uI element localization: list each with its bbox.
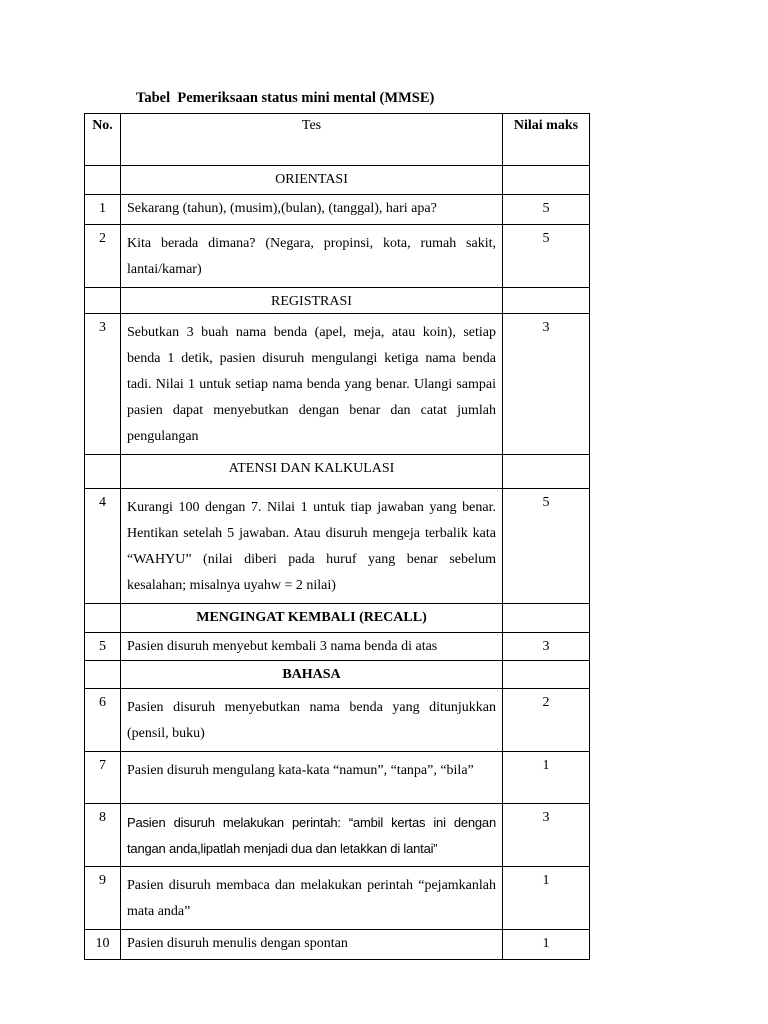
table-row: [85, 689, 590, 752]
section-orientasi: ORIENTASI: [121, 166, 503, 195]
item-text: Pasien disuruh melakukan perintah: “ambil kertas ini dengan tangan anda,lipatlah menjadi dua dan letakkan di lantai”: [121, 804, 503, 867]
item-text: Kita berada dimana? (Negara, propinsi, kota, rumah sakit, lantai/kamar): [121, 225, 503, 288]
item-no: 10: [85, 930, 121, 960]
mmse-table: [84, 113, 590, 960]
item-no: 7: [85, 752, 121, 804]
section-row: [85, 661, 590, 689]
item-no: 1: [85, 195, 121, 225]
header-nilai-maks: Nilai maks: [503, 114, 590, 166]
item-max: 5: [503, 225, 590, 288]
header-no: No.: [85, 114, 121, 166]
table-row: [85, 225, 590, 288]
item-max: 1: [503, 752, 590, 804]
section-bahasa: BAHASA: [121, 661, 503, 689]
table-row: [85, 633, 590, 661]
item-max: 5: [503, 195, 590, 225]
item-text: Kurangi 100 dengan 7. Nilai 1 untuk tiap jawaban yang benar. Hentikan setelah 5 jawaban. Atau disuruh mengeja terbalik kata “WAHYU” (nilai diberi pada huruf yang benar sebelum kesalahan; misalnya uyahw = 2 nilai): [121, 489, 503, 604]
header-row: [85, 114, 590, 166]
table-row: [85, 195, 590, 225]
item-text: Pasien disuruh membaca dan melakukan perintah “pejamkanlah mata anda”: [121, 867, 503, 930]
section-row: [85, 288, 590, 314]
item-no: 5: [85, 633, 121, 661]
item-max: 3: [503, 633, 590, 661]
item-max: 1: [503, 867, 590, 930]
header-tes: Tes: [121, 114, 503, 166]
section-registrasi: REGISTRASI: [121, 288, 503, 314]
item-text: Sekarang (tahun), (musim),(bulan), (tanggal), hari apa?: [121, 195, 503, 225]
table-row: [85, 489, 590, 604]
item-text: Pasien disuruh menulis dengan spontan: [121, 930, 503, 960]
section-row: [85, 455, 590, 489]
item-max: 2: [503, 689, 590, 752]
item-text: Pasien disuruh menyebutkan nama benda yang ditunjukkan (pensil, buku): [121, 689, 503, 752]
section-row: [85, 604, 590, 633]
item-no: 4: [85, 489, 121, 604]
item-text: Pasien disuruh mengulang kata-kata “namun”, “tanpa”, “bila”: [121, 752, 503, 804]
item-no: 2: [85, 225, 121, 288]
item-no: 3: [85, 314, 121, 455]
item-no: 9: [85, 867, 121, 930]
item-text: Pasien disuruh menyebut kembali 3 nama benda di atas: [121, 633, 503, 661]
table-row: [85, 314, 590, 455]
section-recall: MENGINGAT KEMBALI (RECALL): [121, 604, 503, 633]
item-text: Sebutkan 3 buah nama benda (apel, meja, atau koin), setiap benda 1 detik, pasien disuruh mengulangi ketiga nama benda tadi. Nilai 1 untuk setiap nama benda yang benar. Ulangi sampai pasien dapat menyebutkan dengan benar dan catat jumlah pengulangan: [121, 314, 503, 455]
document-title: Tabel Pemeriksaan status mini mental (MMSE): [136, 90, 435, 106]
table-row: [85, 867, 590, 930]
table-row: [85, 930, 590, 960]
item-max: 5: [503, 489, 590, 604]
table-row: [85, 752, 590, 804]
item-no: 8: [85, 804, 121, 867]
section-atensi: ATENSI DAN KALKULASI: [121, 455, 503, 489]
item-max: 1: [503, 930, 590, 960]
item-max: 3: [503, 314, 590, 455]
section-row: [85, 166, 590, 195]
item-max: 3: [503, 804, 590, 867]
table-row: [85, 804, 590, 867]
item-no: 6: [85, 689, 121, 752]
